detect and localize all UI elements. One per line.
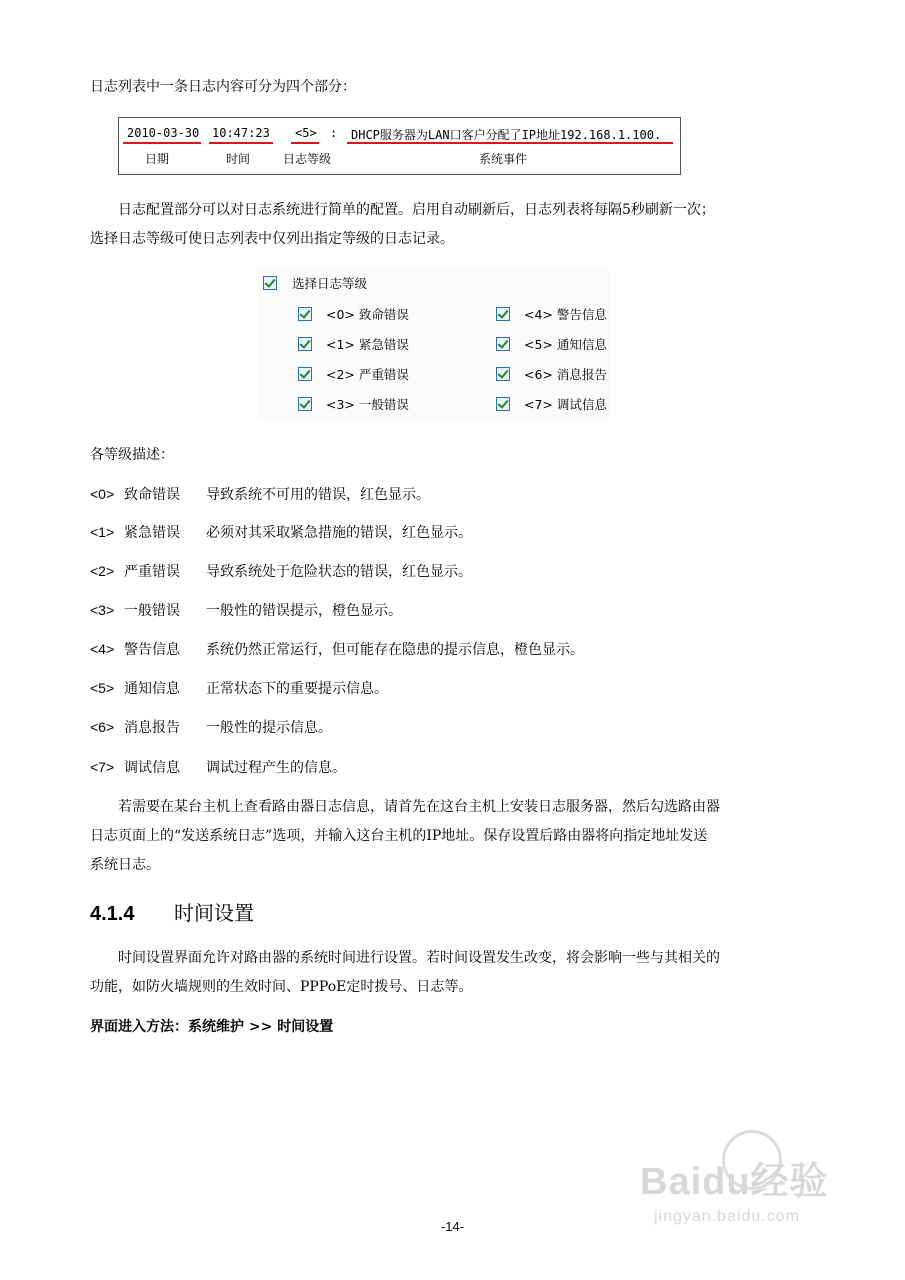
section-heading [90, 897, 254, 926]
time-underline [209, 142, 273, 144]
level-1-label: <1> 紧急错误 [326, 337, 409, 352]
log-level-selector [258, 268, 610, 418]
level-4-label: <4> 警告信息 [524, 307, 607, 322]
level-code: <7> [90, 759, 115, 775]
level-2-checkbox[interactable] [298, 367, 312, 381]
level-name: 严重错误 [124, 564, 180, 580]
level-name: 消息报告 [124, 720, 180, 736]
log-date: 2010-03-30 [127, 126, 200, 140]
level-0-label: <0> 致命错误 [326, 307, 409, 322]
level-code: <3> [90, 602, 115, 618]
select-all-checkbox[interactable] [263, 276, 277, 290]
level-desc-row [90, 561, 472, 582]
level-3-checkbox[interactable] [298, 397, 312, 411]
level-code: <2> [90, 563, 115, 579]
server-line-3: 系统日志。 [90, 857, 160, 873]
page-number: -14- [440, 1219, 465, 1234]
time-line-2: 功能，如防火墙规则的生效时间、PPPoE定时拨号、日志等。 [90, 979, 473, 995]
level-6-checkbox[interactable] [496, 367, 510, 381]
log-time: 10:47:23 [212, 126, 270, 140]
level-name: 通知信息 [124, 681, 180, 697]
level-code: <1> [90, 524, 115, 540]
watermark-brand: Baidu经验 [640, 1161, 829, 1203]
level-desc-row [90, 522, 472, 543]
level-desc-row [90, 639, 584, 660]
intro-text: 日志列表中一条日志内容可分为四个部分： [90, 79, 356, 95]
level-desc: 必须对其采取紧急措施的错误，红色显示。 [206, 525, 472, 541]
level-name: 一般错误 [124, 603, 180, 619]
level-code: <5> [90, 680, 115, 696]
time-line-1: 时间设置界面允许对路由器的系统时间进行设置。若时间设置发生改变，将会影响一些与其相关的 [118, 950, 720, 966]
level-desc: 导致系统处于危险状态的错误，红色显示。 [206, 564, 472, 580]
level-code: <4> [90, 641, 115, 657]
level-desc: 一般性的提示信息。 [206, 720, 332, 736]
level-7-label: <7> 调试信息 [524, 397, 607, 412]
event-underline [347, 142, 673, 144]
level-name: 调试信息 [124, 760, 180, 776]
level-name: 紧急错误 [124, 525, 180, 541]
caption-date: 日期 [145, 152, 170, 166]
level-desc-row [90, 484, 430, 505]
section-title: 时间设置 [174, 903, 254, 925]
level-desc-row [90, 600, 402, 621]
level-name: 致命错误 [124, 487, 180, 503]
levels-title: 各等级描述： [90, 447, 174, 463]
level-2-label: <2> 严重错误 [326, 367, 409, 382]
server-line-2: 日志页面上的“发送系统日志”选项，并输入这台主机的IP地址。保存设置后路由器将向指定地址发送 [90, 828, 708, 844]
caption-time: 时间 [226, 152, 251, 166]
caption-level: 日志等级 [283, 152, 332, 166]
level-4-checkbox[interactable] [496, 307, 510, 321]
level-desc: 正常状态下的重要提示信息。 [206, 681, 388, 697]
level-5-checkbox[interactable] [496, 337, 510, 351]
level-code: <6> [90, 719, 115, 735]
level-desc-row [90, 757, 346, 778]
level-7-checkbox[interactable] [496, 397, 510, 411]
level-name: 警告信息 [124, 642, 180, 658]
watermark-url: jingyan.baidu.com [654, 1208, 800, 1225]
log-event: DHCP服务器为LAN口客户分配了IP地址192.168.1.100. [351, 128, 662, 142]
level-desc: 一般性的错误提示，橙色显示。 [206, 603, 402, 619]
log-entry-figure [118, 117, 681, 175]
level-desc: 调试过程产生的信息。 [206, 760, 346, 776]
log-colon: : [330, 126, 338, 140]
config-paragraph [90, 196, 810, 225]
select-level-title: 选择日志等级 [292, 276, 368, 291]
level-desc: 导致系统不可用的错误，红色显示。 [206, 487, 430, 503]
date-underline [123, 142, 201, 144]
section-number: 4.1.4 [90, 903, 135, 925]
level-underline [291, 142, 319, 144]
server-line-1: 若需要在某台主机上查看路由器日志信息，请首先在这台主机上安装日志服务器，然后勾选路由器 [118, 799, 720, 815]
level-desc: 系统仍然正常运行，但可能存在隐患的提示信息，橙色显示。 [206, 642, 584, 658]
log-level: <5> [295, 126, 317, 140]
level-desc-row [90, 717, 332, 738]
nav-path: 界面进入方法：系统维护 >> 时间设置 [90, 1019, 334, 1035]
level-code: <0> [90, 486, 115, 502]
level-0-checkbox[interactable] [298, 307, 312, 321]
level-6-label: <6> 消息报告 [524, 367, 607, 382]
level-5-label: <5> 通知信息 [524, 337, 607, 352]
config-line-2: 选择日志等级可使日志列表中仅列出指定等级的日志记录。 [90, 231, 454, 247]
level-1-checkbox[interactable] [298, 337, 312, 351]
caption-event: 系统事件 [479, 152, 528, 166]
config-line-1: 日志配置部分可以对日志系统进行简单的配置。启用自动刷新后，日志列表将每隔5秒刷新一次； [118, 202, 715, 218]
level-3-label: <3> 一般错误 [326, 397, 409, 412]
level-desc-row [90, 678, 388, 699]
